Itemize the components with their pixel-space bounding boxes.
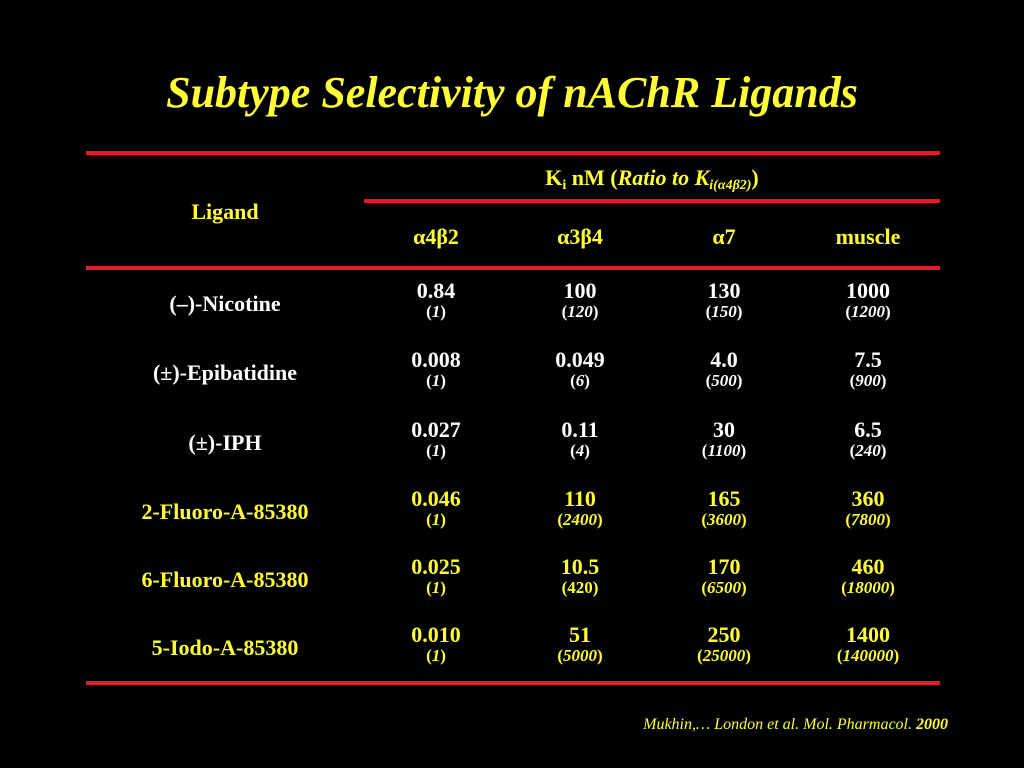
table-cell	[508, 623, 652, 666]
col-header-a7: α7	[712, 224, 736, 249]
slide-title: Subtype Selectivity of nAChR Ligands	[166, 68, 858, 117]
table-cell	[364, 555, 508, 598]
ratio-value: (900)	[849, 371, 887, 390]
ki-subscript: i	[562, 178, 567, 193]
ratio-value: (1)	[426, 441, 446, 460]
ratio-value: (7800)	[845, 510, 891, 529]
ratio-value: (1)	[426, 371, 446, 390]
col-header-muscle: muscle	[835, 224, 901, 249]
ki-value: 0.025	[411, 554, 461, 579]
table-cell	[652, 348, 796, 391]
ratio-value: (140000)	[836, 646, 900, 665]
ki-value: 360	[851, 486, 885, 511]
ki-value: 110	[564, 486, 596, 511]
ki-value: 1400	[846, 622, 890, 647]
ligand-name: 2-Fluoro-A-85380	[141, 499, 309, 524]
ligand-name: (±)-IPH	[188, 430, 262, 455]
ratio-subscript: i(α4β2)	[709, 178, 752, 193]
ratio-value: (420)	[561, 578, 599, 597]
ki-value: 0.11	[561, 417, 599, 442]
ki-value: 130	[707, 278, 741, 303]
table-cell	[508, 555, 652, 598]
citation	[643, 716, 948, 734]
table-cell	[364, 623, 508, 666]
ki-value: 0.84	[416, 278, 456, 303]
ligand-name: (–)-Nicotine	[169, 291, 281, 316]
ki-value: 165	[707, 486, 741, 511]
table-cell	[796, 279, 940, 322]
col-header-a3b4: α3β4	[557, 224, 603, 249]
table-cell	[652, 418, 796, 461]
ratio-value: (150)	[705, 302, 743, 321]
col-header-a4b2: α4β2	[413, 224, 459, 249]
table-cell	[652, 487, 796, 530]
ratio-value: (1)	[426, 302, 446, 321]
table-cell	[508, 279, 652, 322]
ki-value: 100	[563, 278, 597, 303]
ratio-value: (1200)	[845, 302, 891, 321]
ratio-value: (5000)	[557, 646, 603, 665]
ki-value: 460	[851, 554, 885, 579]
ki-value: 0.008	[411, 347, 461, 372]
table-cell	[796, 487, 940, 530]
ki-value: 170	[707, 554, 741, 579]
ratio-value: (2400)	[557, 510, 603, 529]
ratio-value: (240)	[849, 441, 887, 460]
ratio-value: (25000)	[697, 646, 751, 665]
ratio-value: (6)	[570, 371, 590, 390]
ratio-value: (6500)	[701, 578, 747, 597]
table-cell	[364, 279, 508, 322]
table-cell	[508, 418, 652, 461]
header-bottom-rule	[86, 266, 940, 270]
ratio-label: Ratio to K	[617, 165, 710, 190]
table-top-rule	[86, 151, 940, 155]
table-cell	[796, 348, 940, 391]
ki-value: 10.5	[560, 554, 600, 579]
table-cell	[364, 487, 508, 530]
ki-value: 6.5	[854, 417, 882, 442]
table-cell	[508, 348, 652, 391]
table-cell	[364, 348, 508, 391]
ki-group-header	[364, 165, 940, 199]
ligand-name: 5-Iodo-A-85380	[151, 635, 299, 660]
ki-value: 1000	[846, 278, 890, 303]
ki-value: 250	[707, 622, 741, 647]
ratio-value: (4)	[570, 441, 590, 460]
ratio-value: (500)	[705, 371, 743, 390]
table-cell	[652, 555, 796, 598]
ki-value: 7.5	[854, 347, 882, 372]
table-bottom-rule	[86, 681, 940, 685]
ligand-name: 6-Fluoro-A-85380	[141, 567, 309, 592]
citation-text: Mukhin,… London et al. Mol. Pharmacol.	[643, 716, 916, 733]
ki-value: 30	[713, 417, 735, 442]
ki-value: 0.046	[411, 486, 461, 511]
table-cell	[508, 487, 652, 530]
ki-close-paren: )	[751, 165, 759, 190]
ratio-value: (1)	[426, 646, 446, 665]
ki-value: 0.027	[411, 417, 461, 442]
ratio-value: (1)	[426, 510, 446, 529]
table-cell	[796, 555, 940, 598]
ratio-value: (1)	[426, 578, 446, 597]
ratio-value: (18000)	[841, 578, 895, 597]
ratio-value: (3600)	[701, 510, 747, 529]
ratio-value: (120)	[561, 302, 599, 321]
table-cell	[796, 623, 940, 666]
ki-letter: K	[545, 165, 563, 190]
ratio-value: (1100)	[701, 441, 747, 460]
ki-value: 51	[569, 622, 591, 647]
citation-year: 2000	[916, 716, 948, 733]
ki-value: 0.010	[411, 622, 461, 647]
ki-unit: nM (	[566, 165, 618, 190]
ki-value: 0.049	[555, 347, 605, 372]
ki-value: 4.0	[710, 347, 738, 372]
table-cell	[652, 623, 796, 666]
ligand-name: (±)-Epibatidine	[152, 360, 298, 385]
table-cell	[652, 279, 796, 322]
header-group-rule	[364, 199, 940, 203]
table-cell	[796, 418, 940, 461]
ligand-header: Ligand	[191, 199, 259, 224]
table-cell	[364, 418, 508, 461]
